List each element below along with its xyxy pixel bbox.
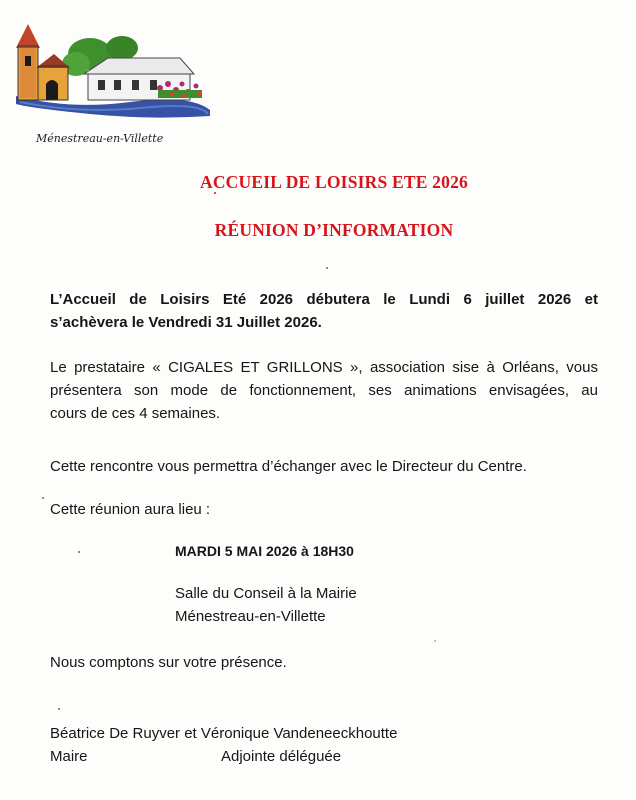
subtitle: RÉUNION D’INFORMATION [214,220,454,240]
place-line-1: Salle du Conseil à la Mairie [175,585,357,602]
prestataire-line-1: Le prestataire « CIGALES ET GRILLONS », association sise à Orléans, vous [50,359,598,376]
scan-speck [434,640,436,642]
intro-line-1: L’Accueil de Loisirs Eté 2026 débutera le Lundi 6 juillet 2026 et [50,291,598,308]
rencontre-paragraph: Cette rencontre vous permettra d’échanger avec le Directeur du Centre. [50,458,527,475]
intro-line-2: s’achèvera le Vendredi 31 Juillet 2026. [50,314,322,331]
signature-block [50,722,397,768]
role-adjointe: Adjointe déléguée [221,748,342,765]
main-title: ACCUEIL DE LOISIRS ETE 2026 [200,172,468,192]
presence-paragraph: Nous comptons sur votre présence. [50,654,287,671]
town-logo [10,18,215,145]
scan-speck [58,708,60,710]
prestataire-paragraph [50,356,598,425]
prestataire-line-3: cours de ces 4 semaines. [50,405,221,422]
meeting-date: MARDI 5 MAI 2026 à 18H30 [175,543,354,559]
role-maire: Maire [50,748,88,765]
scan-speck [214,192,216,194]
scan-speck [42,497,44,499]
place-line-2: Ménestreau-en-Villette [175,608,326,625]
signatory-names: Béatrice De Ruyver et Véronique Vandeneeckhoutte [50,725,398,742]
lieu-intro: Cette réunion aura lieu : [50,501,211,518]
intro-paragraph [50,288,598,334]
logo-caption: Ménestreau-en-Villette [36,132,164,145]
meeting-place [175,582,357,628]
town-logo-illustration [10,18,215,130]
scan-speck [78,551,80,553]
prestataire-line-2: présentera son mode de fonctionnement, ses animations envisagées, au [50,382,598,399]
scan-speck [326,267,328,269]
